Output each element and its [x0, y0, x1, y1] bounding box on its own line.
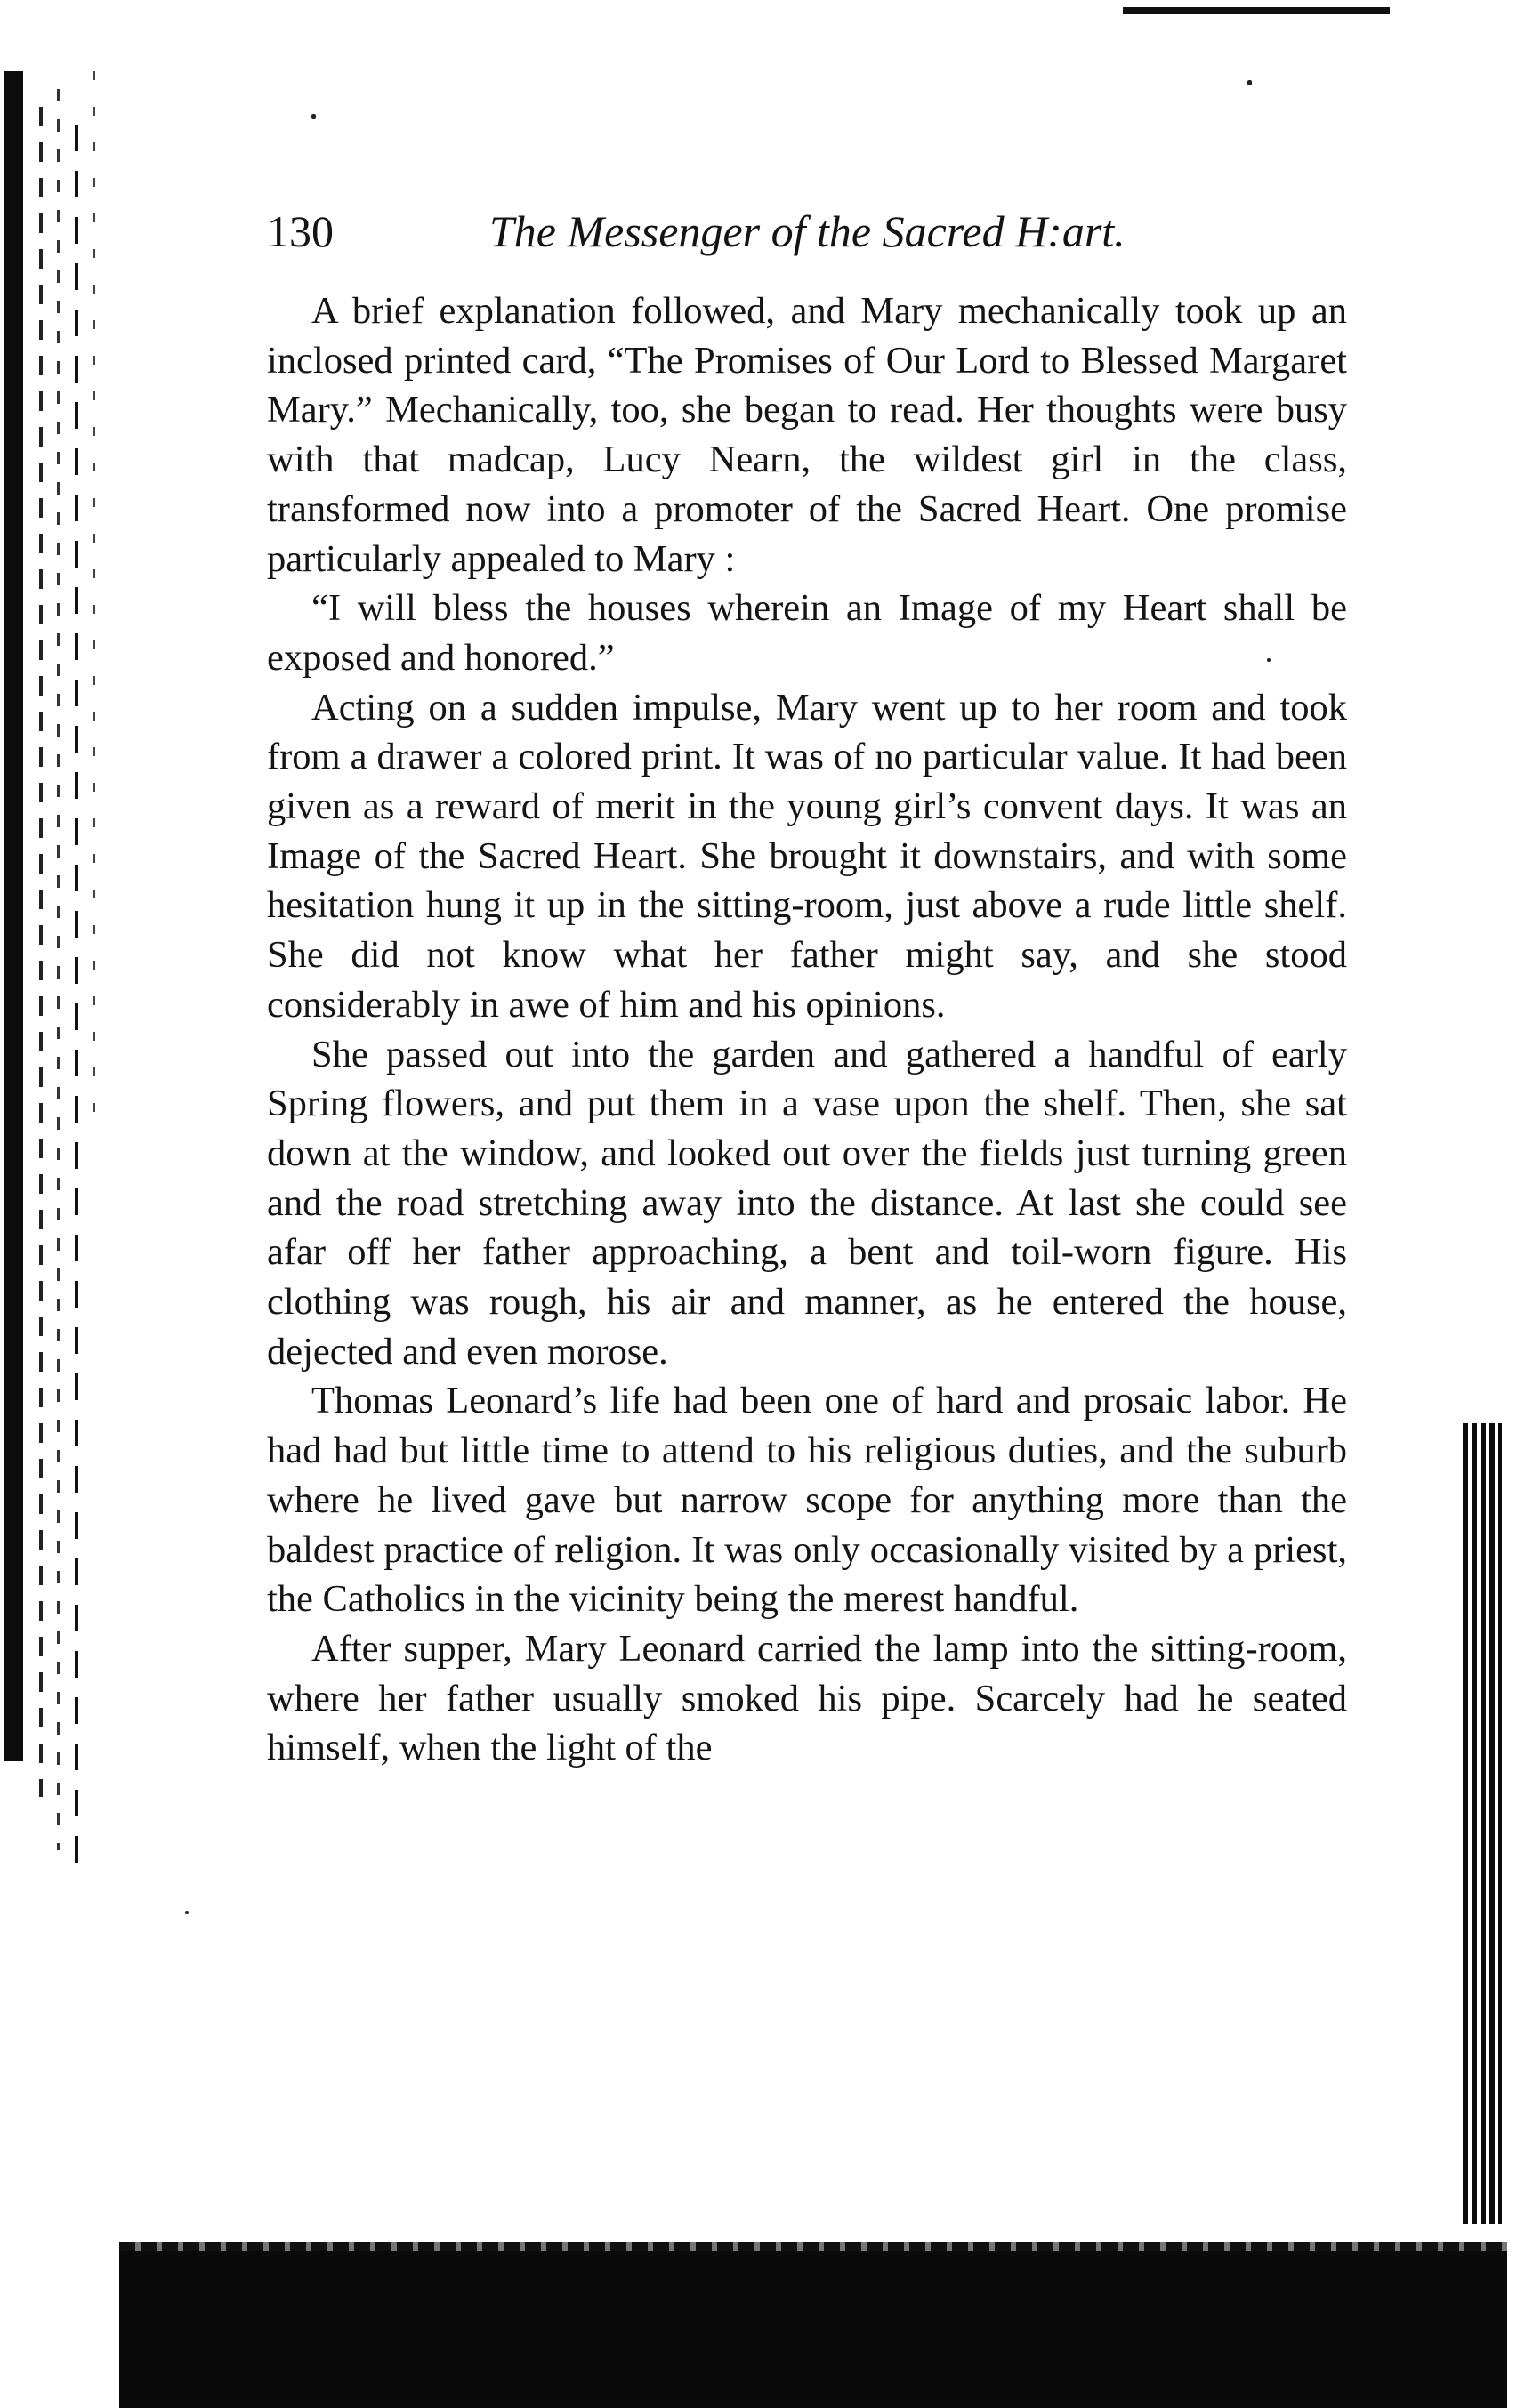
paragraph: Acting on a sudden impulse, Mary went up to her room and took from a drawer a colored print. It was of no particular value. It had been given as a reward of merit in the young girl’s convent days. It was an Image of the Sacred Heart. She brought it downstairs, and with some hesitation hung it up in the sitting-room, just above a rude little shelf. She did not know what her father might say, and she stood considerably in awe of him and his opinions.: [267, 686, 1347, 1026]
running-title: The Messenger of the Sacred H:art.: [489, 206, 1126, 256]
running-header: [267, 205, 1379, 267]
ink-speck: [311, 114, 316, 119]
paragraph: She passed out into the garden and gathered a handful of early Spring flowers, and put them in a vase upon the shelf. Then, she sat down at the window, and looked out over the fields just turning green and the road stretching away into the distance. At last she could see afar off her father approaching, a bent and toil-worn figure. His clothing was rough, his air and manner, as he entered the house, dejected and even morose.: [267, 1033, 1347, 1373]
top-edge-rule: [1123, 7, 1390, 14]
page-number: 130: [267, 206, 334, 256]
body-text: [267, 286, 1347, 1773]
binding-edge-right: [1463, 1423, 1502, 2224]
scan-bottom-shadow: [119, 2251, 1507, 2408]
binding-edge-left: [0, 71, 133, 1868]
quoted-promise: “I will bless the houses wherein an Image of my Heart shall be exposed and honored.”: [267, 587, 1347, 679]
ink-speck: [185, 1911, 189, 1914]
ink-speck: [1247, 80, 1252, 85]
paragraph: Thomas Leonard’s life had been one of hard and prosaic labor. He had had but little time to attend to his religious duties, and the suburb where he lived gave but narrow scope for anything more than the baldest practice of religion. It was only occasionally visited by a priest, the Catholics in the vicinity being the merest handful.: [267, 1380, 1347, 1621]
paragraph: A brief explanation followed, and Mary mechanically took up an inclosed printed card, “The Promises of Our Lord to Blessed Margaret Mary.” Mechanically, too, she began to read. Her thoughts were busy with that madcap, Lucy Nearn, the wildest girl in the class, transformed now into a promoter of the Sacred Heart. One promise particularly appealed to Mary :: [267, 290, 1347, 580]
paragraph: After supper, Mary Leonard carried the lamp into the sitting-room, where her father usually smoked his pipe. Scarcely had he seated himself, when the light of the: [267, 1627, 1347, 1769]
